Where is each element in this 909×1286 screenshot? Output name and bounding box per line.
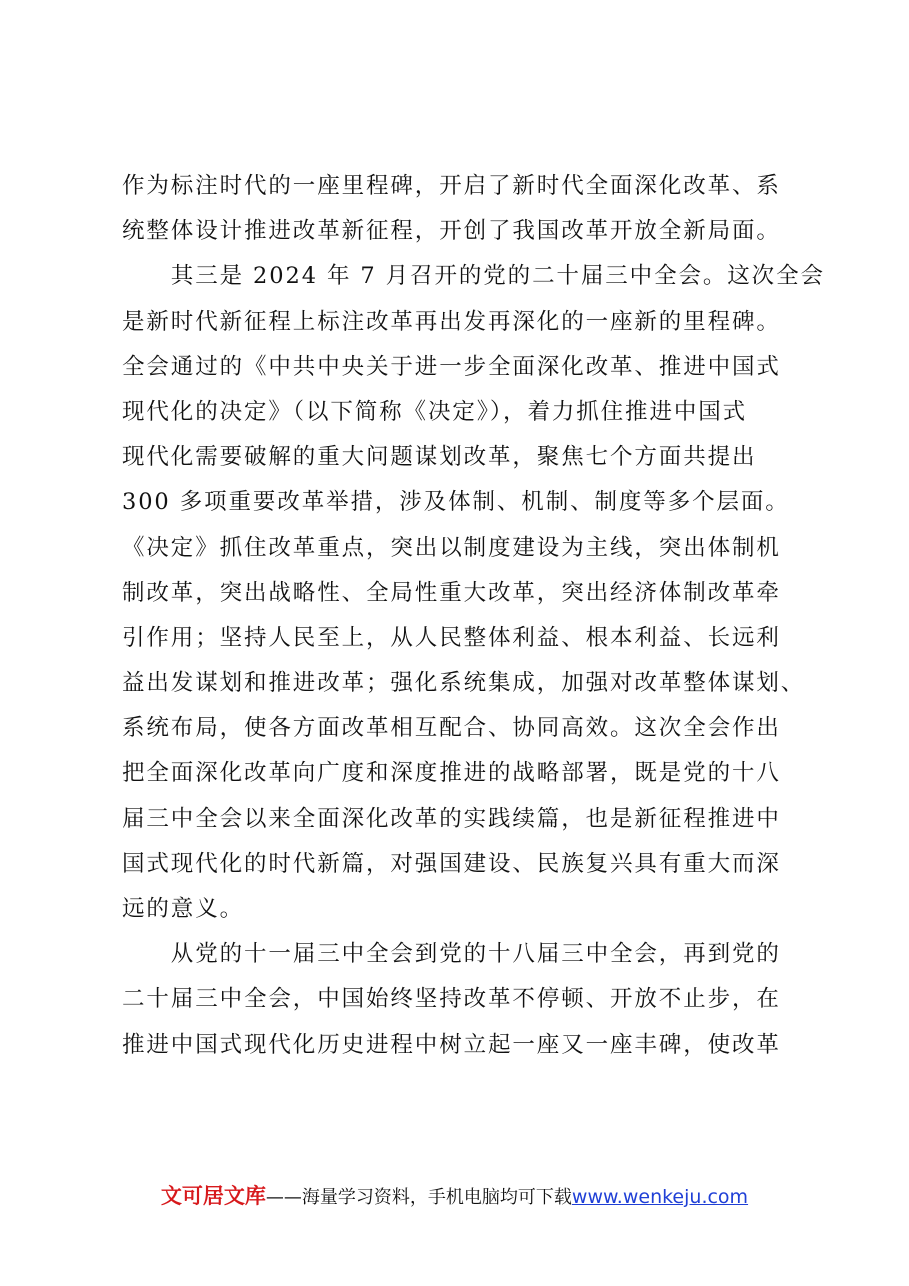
- text-line: 益出发谋划和推进改革；强化系统集成，加强对改革整体谋划、: [122, 670, 806, 697]
- footer-website-link[interactable]: www.wenkeju.com: [571, 1186, 749, 1208]
- text-line: 远的意义。: [122, 896, 245, 922]
- document-body: [122, 164, 825, 1068]
- text-line: 统整体设计推进改革新征程，开创了我国改革开放全新局面。: [122, 218, 781, 245]
- text-line: 300 多项重要改革举措，涉及体制、机制、制度等多个层面。: [122, 489, 790, 516]
- text-line: 从党的十一届三中全会到党的十八届三中全会，再到党的: [122, 941, 781, 968]
- text-line: 现代化的决定》（以下简称《决定》），着力抓住推进中国式: [122, 398, 748, 425]
- text-line: 国式现代化的时代新篇，对强国建设、民族复兴具有重大而深: [122, 850, 781, 877]
- text-line: 是新时代新征程上标注改革再出发再深化的一座新的里程碑。: [122, 308, 781, 335]
- text-line: 引作用；坚持人民至上，从人民整体利益、根本利益、长远利: [122, 624, 781, 651]
- text-line: 制改革，突出战略性、全局性重大改革，突出经济体制改革牵: [122, 579, 781, 606]
- text-line: 现代化需要破解的重大问题谋划改革，聚焦七个方面共提出: [122, 444, 757, 471]
- text-line: 作为标注时代的一座里程碑，开启了新时代全面深化改革、系: [122, 173, 781, 199]
- text-line: 系统布局，使各方面改革相互配合、协同高效。这次全会作出: [122, 715, 781, 742]
- footer-tagline: ——海量学习资料，手机电脑均可下载: [265, 1187, 572, 1208]
- text-line: 《决定》抓住改革重点，突出以制度建设为主线，突出体制机: [122, 534, 781, 561]
- footer-brand: 文可居文库: [160, 1184, 266, 1208]
- text-line: 其三是 2024 年 7 月召开的党的二十届三中全会。这次全会: [122, 263, 825, 290]
- text-line: 推进中国式现代化历史进程中树立起一座又一座丰碑，使改革: [122, 1031, 781, 1058]
- text-line: 二十届三中全会，中国始终坚持改革不停顿、开放不止步，在: [122, 986, 781, 1013]
- text-line: 届三中全会以来全面深化改革的实践续篇，也是新征程推进中: [122, 805, 781, 832]
- footer-banner: [0, 1180, 909, 1210]
- text-line: 把全面深化改革向广度和深度推进的战略部署，既是党的十八: [122, 760, 781, 787]
- text-line: 全会通过的《中共中央关于进一步全面深化改革、推进中国式: [122, 353, 781, 380]
